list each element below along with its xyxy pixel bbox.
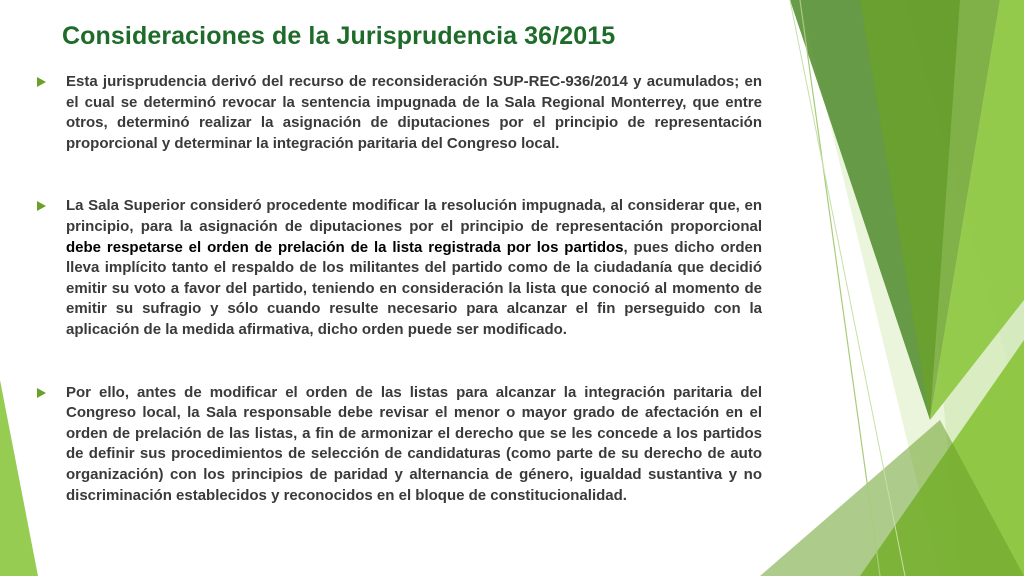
- slide-title: Consideraciones de la Jurisprudencia 36/2015: [62, 22, 616, 50]
- bullet-list: [36, 72, 762, 506]
- triangle-bullet-icon: [37, 201, 46, 211]
- bullet-item-1: [36, 72, 762, 154]
- bullet-item-3: [36, 383, 762, 507]
- bullet-text-2-emphasis: debe respetarse el orden de prelación de la lista registrada por los partidos: [66, 238, 624, 256]
- bullet-text-1: Esta jurisprudencia derivó del recurso de reconsideración SUP-REC-936/2014 y acumulados; en el cual se determinó revocar la sentencia impugnada de la Sala Regional Monterrey, que entre otros, determinó realizar la asignación de diputaciones por el principio de representación proporcional y determinar la integración paritaria del Congreso local.: [66, 73, 762, 152]
- bullet-text-2-start: La Sala Superior consideró procedente modificar la resolución impugnada, al considerar que, en principio, para la asignación de diputaciones por el principio de representación proporcional: [66, 197, 762, 235]
- bullet-text-3: Por ello, antes de modificar el orden de las listas para alcanzar la integración paritaria del Congreso local, la Sala responsable debe revisar el menor o mayor grado de afectación en el orden de prelación de las listas, a fin de armonizar el derecho que se les concede a los partidos de definir sus procedimientos de selección de candidaturas (como parte de su derecho de auto organización) con los principios de paridad y alternancia de género, igualdad sustantiva y no discriminación establecidos y reconocidos en el bloque de constitucionalidad.: [66, 383, 762, 504]
- triangle-bullet-icon: [37, 388, 46, 398]
- bullet-text-2-end: , pues dicho orden lleva implícito tanto el respaldo de los militantes del partido como de la ciudadanía que decidió emitir su voto a favor del partido, teniendo en consideración la lista que conoció al momento de emitir su sufragio y sólo cuando resulte necesario para alcanzar el fin perseguido con la aplicación de la medida afirmativa, dicho orden puede ser modificado.: [66, 238, 762, 338]
- triangle-bullet-icon: [37, 77, 46, 87]
- bullet-item-2: [36, 196, 762, 340]
- left-accent-shape: [0, 380, 38, 576]
